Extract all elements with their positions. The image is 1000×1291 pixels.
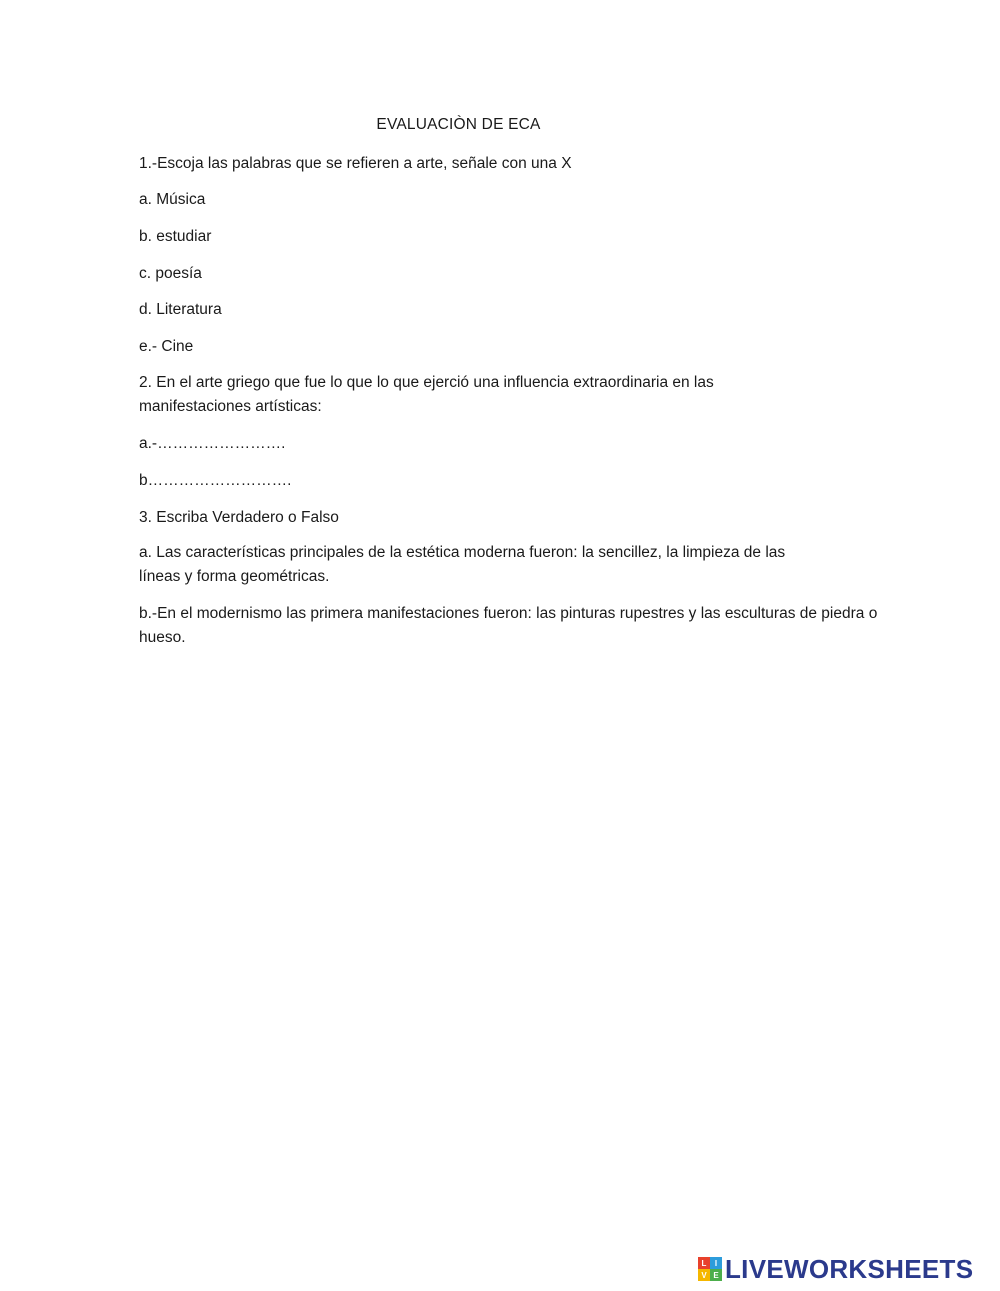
question-1-option-e: e.- Cine xyxy=(139,338,194,355)
question-1-prompt: 1.-Escoja las palabras que se refieren a arte, señale con una X xyxy=(139,155,572,172)
question-2-prompt: 2. En el arte griego que fue lo que lo que ejerció una influencia extraordinaria en las manifestaciones artísticas: xyxy=(139,374,714,415)
liveworksheets-logo-text: LIVEWORKSHEETS xyxy=(725,1253,974,1284)
document-title: EVALUACIÒN DE ECA xyxy=(376,116,541,133)
question-1-option-b: b. estudiar xyxy=(139,228,212,245)
logo-icon-letter-e: E xyxy=(710,1269,722,1281)
question-3-statement-a: a. Las características principales de la estética moderna fueron: la sencillez, la limpieza de las líneas y forma geométricas. xyxy=(139,544,786,585)
question-1-option-d: d. Literatura xyxy=(139,301,222,318)
logo-icon-letter-i: I xyxy=(710,1257,722,1269)
question-3-statement-b: b.-En el modernismo las primera manifestaciones fueron: las pinturas rupestres y las esculturas de piedra o hueso. xyxy=(139,605,878,646)
logo-icon-letter-v: V xyxy=(698,1269,710,1281)
question-1-option-a: a. Música xyxy=(139,191,206,208)
question-2-blank-a[interactable]: a.-……………………. xyxy=(139,435,286,452)
question-1-option-c: c. poesía xyxy=(139,265,202,282)
logo-icon-letter-l: L xyxy=(698,1257,710,1269)
liveworksheets-logo xyxy=(698,1255,973,1283)
question-3-prompt: 3. Escriba Verdadero o Falso xyxy=(139,509,339,526)
question-2-blank-b[interactable]: b………………………. xyxy=(139,472,292,489)
liveworksheets-logo-icon xyxy=(698,1257,722,1281)
